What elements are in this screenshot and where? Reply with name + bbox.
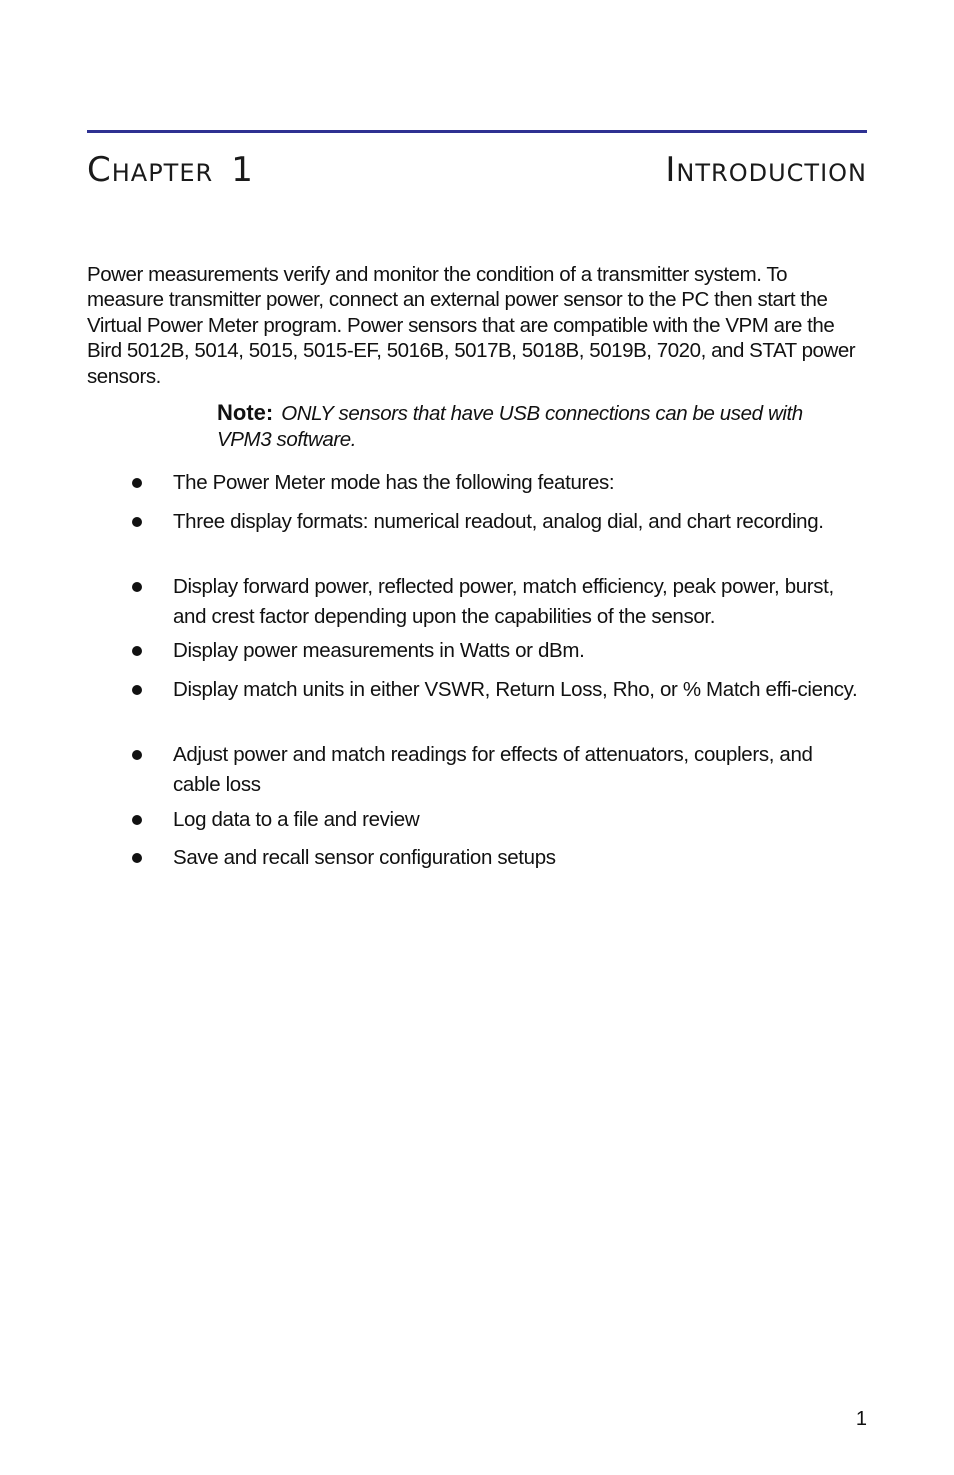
note <box>217 400 857 453</box>
list-item-text: Display power measurements in Watts or dBm. <box>173 639 585 662</box>
chapter-label-text: Chapter <box>87 150 214 190</box>
intro-paragraph: Power measurements verify and monitor the condition of a transmitter system. To measure transmitter power, connect an external power sensor to the PC then start the Virtual Power Meter program. Power sensors that are compatible with the VPM are the Bird 5012B, 5014, 5015, 5015-EF, 5016B, 5017B, 5018B, 5019B, 7020, and STAT power sensors. <box>87 263 856 388</box>
list-item-text: Save and recall sensor configuration setups <box>173 846 556 869</box>
bullet-icon <box>132 853 142 863</box>
page-number: 1 <box>855 1408 867 1430</box>
chapter-number: 1 <box>231 150 254 190</box>
chapter-label <box>87 150 254 190</box>
header-rule <box>87 130 867 133</box>
bullet-icon <box>132 685 142 695</box>
note-label: Note: <box>217 400 274 425</box>
list-item <box>173 636 863 666</box>
note-text: ONLY sensors that have USB connections can be used with VPM3 software. <box>217 402 803 451</box>
list-item <box>173 843 863 873</box>
bullet-icon <box>132 815 142 825</box>
list-item <box>173 805 863 835</box>
list-item <box>173 740 863 799</box>
list-item <box>173 507 863 537</box>
list-item-text: Display match units in either VSWR, Return Loss, Rho, or % Match effi-ciency. <box>173 678 858 701</box>
chapter-heading <box>87 150 867 194</box>
list-item-text: Display forward power, reflected power, match efficiency, peak power, burst, and crest factor depending upon the capabilities of the sensor. <box>173 575 834 628</box>
bullet-icon <box>132 517 142 527</box>
list-item-text: The Power Meter mode has the following features: <box>173 471 615 494</box>
bullet-icon <box>132 750 142 760</box>
bullet-icon <box>132 646 142 656</box>
chapter-title: Introduction <box>665 150 867 190</box>
list-item <box>173 468 863 498</box>
list-item <box>173 675 863 705</box>
list-item-text: Adjust power and match readings for effects of attenuators, couplers, and cable loss <box>173 743 813 796</box>
bullet-icon <box>132 582 142 592</box>
list-item-text: Log data to a file and review <box>173 808 420 831</box>
bullet-icon <box>132 478 142 488</box>
list-item-text: Three display formats: numerical readout, analog dial, and chart recording. <box>173 510 824 533</box>
list-item <box>173 572 863 631</box>
